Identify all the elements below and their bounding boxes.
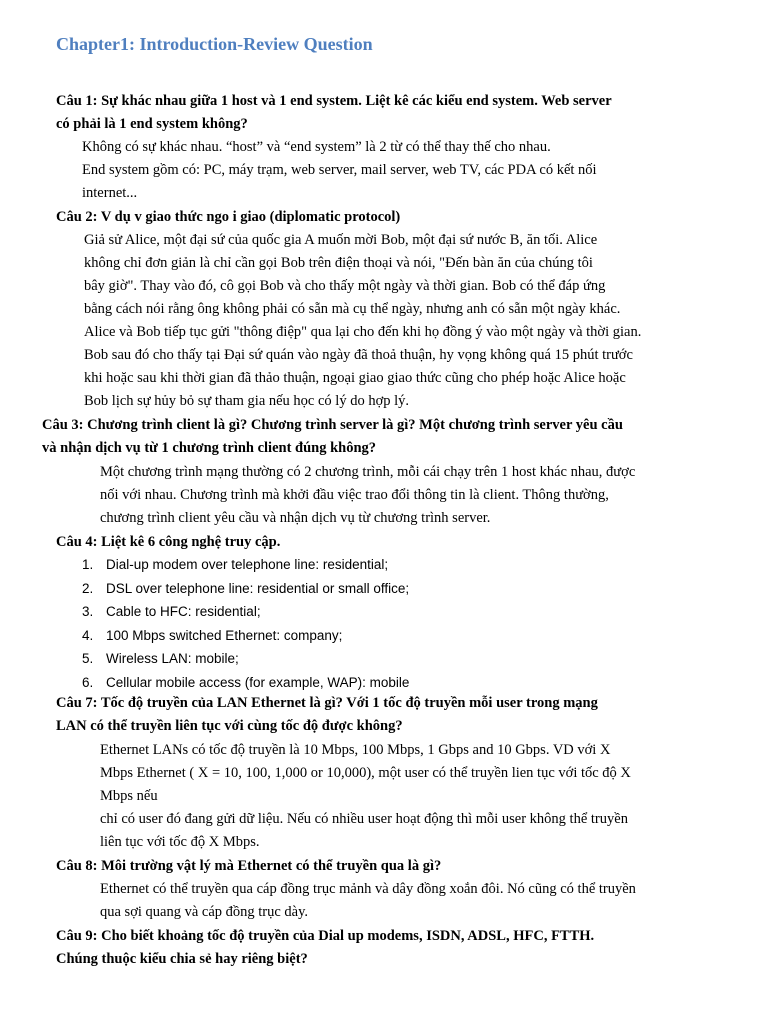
- list-item-text: Cable to HFC: residential;: [106, 604, 261, 619]
- list-item-number: 3.: [82, 604, 94, 619]
- question-2-line-1: Câu 2: V dụ v giao thức ngo i giao (diplomatic protocol): [56, 209, 401, 225]
- answer-3-line: chương trình client yêu cầu và nhận dịch vụ từ chương trình server.: [100, 510, 491, 526]
- answer-2-line: bằng cách nói rằng ông không phải có sẵn mà cụ thể ngày, nhưng anh có sẵn một ngày khác.: [84, 301, 621, 317]
- question-9-line-2: Chúng thuộc kiểu chia sẻ hay riêng biệt?: [56, 951, 308, 967]
- list-item-number: 1.: [82, 557, 94, 572]
- chapter-title: Chapter1: Introduction-Review Question: [56, 34, 373, 54]
- answer-2-line: Giả sử Alice, một đại sứ của quốc gia A muốn mời Bob, một đại sứ nước B, ăn tối. Alice: [84, 232, 598, 248]
- answer-7: [100, 739, 712, 854]
- question-3: [42, 414, 623, 460]
- answer-7-line: Mbps nếu: [100, 788, 158, 804]
- question-4-line-1: Câu 4: Liệt kê 6 công nghệ truy cập.: [56, 534, 281, 550]
- list-item: [82, 577, 502, 601]
- access-technology-list: [82, 553, 502, 694]
- answer-3-line: Một chương trình mạng thường có 2 chương trình, mỗi cái chạy trên 1 host khác nhau, được: [100, 464, 636, 480]
- list-item-text: Wireless LAN: mobile;: [106, 651, 239, 666]
- answer-2-line: không chỉ đơn giản là chỉ cần gọi Bob trên điện thoại và nói, "Đến bàn ăn của chúng tôi: [84, 255, 593, 271]
- answer-7-line: Ethernet LANs có tốc độ truyền là 10 Mbps, 100 Mbps, 1 Gbps and 10 Gbps. VD với X: [100, 742, 611, 758]
- question-9: [56, 925, 594, 971]
- question-1: [56, 90, 612, 136]
- list-item-number: 4.: [82, 627, 94, 643]
- answer-2-line: bây giờ". Thay vào đó, cô gọi Bob và cho thấy một ngày và thời gian. Bob có thể đáp ứng: [84, 278, 606, 294]
- list-item: [82, 553, 502, 577]
- list-item: [82, 647, 502, 671]
- question-8: [56, 855, 441, 878]
- question-9-line-1: Câu 9: Cho biết khoảng tốc độ truyền của Dial up modems, ISDN, ADSL, HFC, FTTH.: [56, 928, 595, 944]
- list-item-text: Cellular mobile access (for example, WAP): mobile: [106, 674, 410, 690]
- answer-2-line: Bob sau đó cho thấy tại Đại sứ quán vào ngày đã thoả thuận, hy vọng không quá 15 phút trước: [84, 347, 633, 363]
- answer-3: [100, 461, 712, 530]
- question-1-line-2: có phải là 1 end system không?: [56, 116, 248, 132]
- answer-2-line: Alice và Bob tiếp tục gửi "thông điệp" qua lại cho đến khi họ đồng ý vào một ngày và thời gian.: [84, 324, 642, 340]
- question-2: [56, 206, 400, 229]
- list-item-number: 2.: [82, 580, 94, 596]
- list-item-number: 5.: [82, 651, 94, 666]
- answer-3-line: nối với nhau. Chương trình mà khởi đầu việc trao đổi thông tin là client. Thông thường,: [100, 487, 609, 503]
- question-3-line-1: Câu 3: Chương trình client là gì? Chương trình server là gì? Một chương trình server yêu cầu: [42, 417, 623, 433]
- answer-2-line: khi hoặc sau khi thời gian đã thảo thuận, ngoại giao giao thức cũng cho phép hoặc Alice hoặc: [84, 370, 626, 386]
- list-item-text: DSL over telephone line: residential or small office;: [106, 580, 410, 596]
- list-item-text: Dial-up modem over telephone line: residential;: [106, 557, 389, 572]
- answer-8-line: qua sợi quang và cáp đồng trục dày.: [100, 904, 309, 920]
- question-7-line-2: LAN có thể truyền liên tục với cùng tốc độ được không?: [56, 718, 403, 734]
- answer-1-line-1: Không có sự khác nhau. “host” và “end system” là 2 từ có thể thay thế cho nhau.: [82, 139, 551, 155]
- question-8-line-1: Câu 8: Môi trường vật lý mà Ethernet có thể truyền qua là gì?: [56, 858, 442, 874]
- question-7-line-1: Câu 7: Tốc độ truyền của LAN Ethernet là gì? Với 1 tốc độ truyền mỗi user trong mạng: [56, 695, 598, 711]
- answer-7-line: liên tục với tốc độ X Mbps.: [100, 834, 260, 850]
- answer-2: [84, 229, 714, 413]
- answer-1-line-3: internet...: [82, 185, 138, 201]
- answer-8: [100, 878, 712, 924]
- answer-7-line: chỉ có user đó đang gửi dữ liệu. Nếu có nhiều user hoạt động thì mỗi user không thể truyền: [100, 811, 628, 827]
- list-item: [82, 671, 502, 695]
- answer-1: [82, 136, 712, 205]
- list-item: [82, 600, 502, 624]
- answer-8-line: Ethernet có thể truyền qua cáp đồng trục mảnh và dây đồng xoắn đôi. Nó cũng có thể truyền: [100, 881, 636, 897]
- answer-7-line: Mbps Ethernet ( X = 10, 100, 1,000 or 10,000), một user có thể truyền lien tục với tốc độ X: [100, 765, 631, 781]
- list-item-number: 6.: [82, 674, 94, 690]
- answer-1-line-2: End system gồm có: PC, máy trạm, web server, mail server, web TV, các PDA có kết nối: [82, 162, 597, 178]
- question-1-line-1: Câu 1: Sự khác nhau giữa 1 host và 1 end system. Liệt kê các kiểu end system. Web server: [56, 93, 612, 109]
- answer-2-line: Bob lịch sự hủy bỏ sự tham gia nếu học có lý do hợp lý.: [84, 393, 410, 409]
- question-4: [56, 531, 280, 554]
- question-3-line-2: và nhận dịch vụ từ 1 chương trình client đúng không?: [42, 440, 377, 456]
- list-item-text: 100 Mbps switched Ethernet: company;: [106, 627, 343, 643]
- list-item: [82, 624, 502, 648]
- question-7: [56, 692, 598, 738]
